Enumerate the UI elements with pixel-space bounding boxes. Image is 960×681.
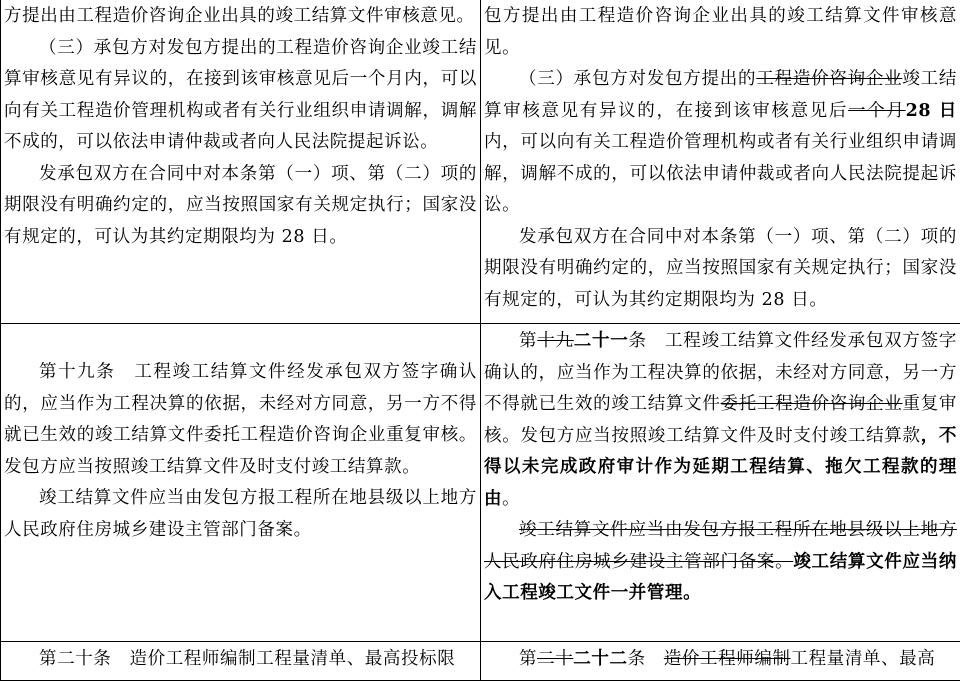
text-run: 方提出由工程造价咨询企业出具的竣工结算文件审核意见。 (4, 6, 475, 26)
text-run: 重复审核。发包方应当按照竣工结算文件及时支付竣工结算款 (484, 394, 957, 446)
paragraph (4, 357, 477, 483)
table-row (1, 642, 960, 681)
text-run: 发承包双方在合同中对本条第（一）项、第（二）项的期限没有明确约定的，应当按照国家有关规定执行；国家没有规定的，可认为其约定期限均为 28 日。 (4, 164, 477, 247)
text-run: 条 工程竣工结算文件经发承包双方签字确认的，应当作为工程决算的依据，未经对方同意，另一方不得就已生效的竣工结算文件 (484, 331, 957, 414)
inserted-text: 二十一 (574, 331, 629, 351)
text-run: 发承包双方在合同中对本条第（一）项、第（二）项的期限没有明确约定的，应当按照国家有关规定执行；国家没有规定的，可认为其约定期限均为 28 日。 (484, 227, 957, 310)
revised-text-cell (481, 642, 960, 681)
deleted-text: 十九 (537, 331, 574, 351)
deleted-text: 委托工程造价咨询企业 (721, 394, 903, 414)
inserted-text: 竣工结算文件应当纳入工程竣工文件一并管理。 (484, 552, 957, 604)
deleted-text: 工程造价咨询企业 (756, 69, 902, 89)
text-run: 。 (502, 489, 520, 509)
paragraph (4, 483, 477, 546)
paragraph (484, 644, 957, 676)
text-run: 竣工结算文件应当由发包方报工程所在地县级以上地方人民政府住房城乡建设主管部门备案。 (4, 488, 477, 540)
table-row (1, 0, 960, 324)
revised-text-cell (481, 0, 960, 324)
text-run: 包方提出由工程造价咨询企业出具的竣工结算文件审核意见。 (484, 6, 957, 58)
text-run: 第十九条 工程竣工结算文件经发承包双方签字确认的，应当作为工程决算的依据，未经对方同意，另一方不得就已生效的竣工结算文件委托工程造价咨询企业重复审核。发包方应当按照竣工结算文件及时支付竣工结算款。 (4, 362, 477, 477)
original-text-cell (1, 0, 481, 324)
text-run: （三）承包方对发包方提出的工程造价咨询企业竣工结算审核意见有异议的，在接到该审核意见后一个月内，可以向有关工程造价管理机构或者有关行业组织申请调解，调解不成的，可以依法申请仲裁或者向人民法院提起诉讼。 (4, 38, 477, 153)
text-run: 第 (519, 649, 537, 669)
paragraph (4, 1, 477, 33)
paragraph (4, 644, 477, 676)
paragraph (484, 222, 957, 317)
paragraph (484, 326, 957, 515)
revised-text-cell (481, 324, 960, 642)
text-run: 工程量清单、最高 (791, 649, 936, 669)
deleted-text: 造价工程师编制 (664, 649, 791, 669)
inserted-text: 28 日 (906, 101, 957, 121)
paragraph (4, 33, 477, 159)
text-run: 第 (519, 331, 537, 351)
original-text-cell (1, 324, 481, 642)
inserted-text: ，不得以未完成政府审计作为延期工程结算、拖欠工程款的理由 (484, 426, 957, 509)
paragraph (484, 515, 957, 610)
text-run: 条 (628, 649, 664, 669)
paragraph (484, 64, 957, 222)
table-row (1, 324, 960, 642)
deleted-text: 竣工结算文件应当由发包方报工程所在地县级以上地方人民政府住房城乡建设主管部门备案。 (484, 520, 957, 572)
paragraph (484, 1, 957, 64)
text-run: 竣工结算审核意见有异议的，在接到该审核意见后 (484, 69, 957, 121)
text-run: （三）承包方对发包方提出的 (519, 69, 756, 89)
inserted-text: 二十二 (573, 649, 627, 669)
deleted-text: 一个月 (848, 101, 906, 121)
text-run: 内，可以向有关工程造价管理机构或者有关行业组织申请调解，调解不成的，可以依法申请仲裁或者向人民法院提起诉讼。 (484, 132, 957, 215)
deleted-text: 二十 (537, 649, 573, 669)
paragraph (4, 159, 477, 254)
original-text-cell (1, 642, 481, 681)
text-run: 第二十条 造价工程师编制工程量清单、最高投标限 (39, 649, 455, 669)
